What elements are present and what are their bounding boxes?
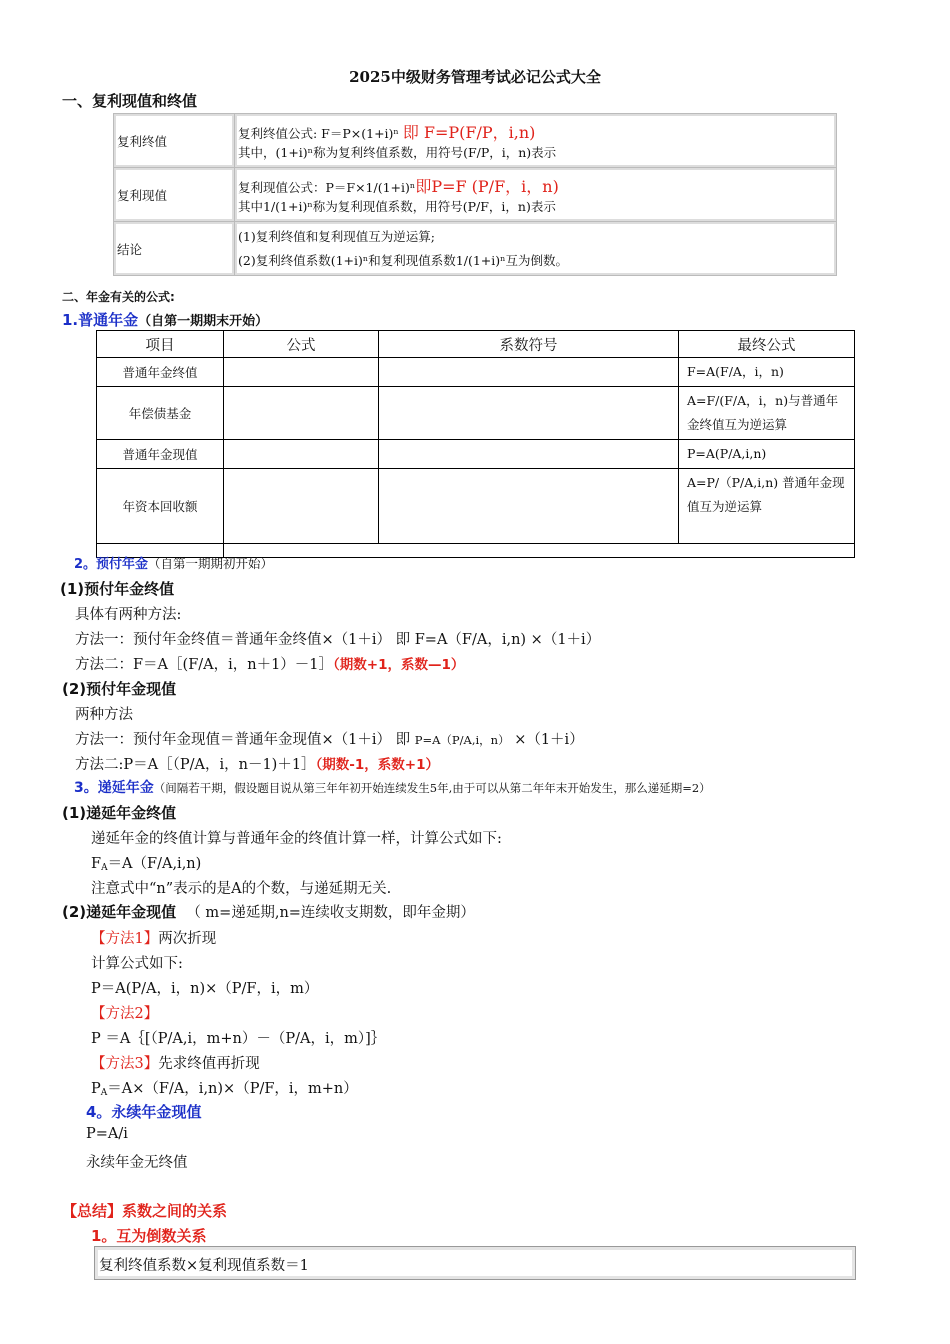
table-row xyxy=(114,114,837,168)
deferred-pv-heading-line xyxy=(62,901,475,922)
prepaid-title: 2。预付年金 xyxy=(74,557,149,572)
prepaid-pv-method1 xyxy=(75,728,584,749)
cell-item: 年资本回收额 xyxy=(97,469,224,544)
ordinary-annuity-title: 1.普通年金 xyxy=(62,311,139,329)
cell-item: 普通年金现值 xyxy=(97,440,224,469)
prepaid-pv-heading: (2)预付年金现值 xyxy=(62,680,177,698)
formula-part: ＝A×（F/A，i,n)×（P/F，i，m+n） xyxy=(107,1081,358,1097)
formula-text: 复利现值公式：P＝F×1/(1+i)ⁿ xyxy=(238,180,416,195)
method1-line xyxy=(91,927,216,948)
prepaid-fv-line: 具体有两种方法: xyxy=(75,607,182,623)
perpetual-formula: P=A/i xyxy=(86,1126,128,1142)
deferred-heading-line xyxy=(74,777,711,797)
section1-heading: 一、复利现值和终值 xyxy=(62,92,198,110)
row-content xyxy=(235,222,837,276)
prepaid-fv-method2 xyxy=(75,653,464,674)
prepaid-pv-method2 xyxy=(75,753,439,774)
method2-formula: 方法二:P＝A［（P/A，i，n－1)＋1］ xyxy=(75,757,316,773)
cell-coefficient xyxy=(379,387,679,440)
method1-tail: ×（1＋i） xyxy=(514,732,584,748)
table-row xyxy=(97,358,855,387)
cell-formula xyxy=(224,387,379,440)
deferred-fv-heading: (1)递延年金终值 xyxy=(62,804,177,822)
page-title: 2025中级财务管理考试必记公式大全 xyxy=(349,68,601,86)
table-row xyxy=(97,469,855,544)
cell-item: 普通年金终值 xyxy=(97,358,224,387)
method1-text: 两次折现 xyxy=(158,931,217,947)
method1-caption: 计算公式如下: xyxy=(91,956,183,972)
perpetual-note: 永续年金无终值 xyxy=(86,1155,188,1171)
cell-final: P=A(P/A,i,n) xyxy=(679,440,855,469)
method3-formula xyxy=(91,1077,358,1098)
method3-tag: 【方法3】 xyxy=(91,1056,159,1072)
prepaid-fv-heading: (1)预付年金终值 xyxy=(60,580,175,598)
formula-note: 其中，(1+i)ⁿ称为复利终值系数，用符号(F/P，i，n)表示 xyxy=(238,145,557,160)
cell-final: F=A(F/A，i，n) xyxy=(679,358,855,387)
conclusion-1: (1)复利终值和复利现值互为逆运算; xyxy=(238,228,435,244)
method2-formula: 方法二：F＝A［(F/A，i，n＋1）－1］ xyxy=(75,657,334,673)
conclusion-2: (2)复利终值系数(1+i)ⁿ和复利现值系数1/(1+i)ⁿ互为倒数。 xyxy=(238,252,569,268)
deferred-fv-formula xyxy=(91,852,201,873)
formula-part: F xyxy=(91,856,102,872)
summary-heading: 【总结】系数之间的关系 xyxy=(62,1202,228,1220)
ordinary-annuity-heading xyxy=(62,309,268,330)
method2-formula: P ＝A｛[（P/A,i，m+n）－（P/A，i，m）]｝ xyxy=(91,1031,386,1047)
cell-item: 年偿债基金 xyxy=(97,387,224,440)
table-row xyxy=(114,222,837,276)
perpetual-heading: 4。永续年金现值 xyxy=(86,1103,202,1121)
method1-formula: P=A（P/A,i，n） xyxy=(414,733,510,747)
cell-coefficient xyxy=(379,440,679,469)
method1-text: 方法一：预付年金现值＝普通年金现值×（1＋i） 即 xyxy=(75,732,411,748)
prepaid-pv-line: 两种方法 xyxy=(75,707,133,723)
formula-part: ＝A（F/A,i,n) xyxy=(107,856,202,872)
col-final: 最终公式 xyxy=(679,331,855,358)
formula-subscript: A xyxy=(101,863,108,873)
section2-heading: 二、年金有关的公式: xyxy=(62,290,175,304)
cell-final: A=P/（P/A,i,n) 普通年金现值互为逆运算 xyxy=(679,469,855,544)
table-row xyxy=(97,440,855,469)
cell-formula xyxy=(224,358,379,387)
cell-empty xyxy=(224,544,855,558)
formula-note: 其中1/(1+i)ⁿ称为复利现值系数，用符号(P/F，i，n)表示 xyxy=(238,199,556,214)
deferred-fv-note: 注意式中“n”表示的是A的个数，与递延期无关. xyxy=(91,881,392,897)
reciprocal-relation-text: 复利终值系数×复利现值系数＝1 xyxy=(99,1258,309,1274)
row-label: 复利终值 xyxy=(114,114,235,168)
cell-final: A=F/(F/A，i，n)与普通年金终值互为逆运算 xyxy=(679,387,855,440)
method2-note: （期数+1，系数—1） xyxy=(333,657,465,673)
method1-tag: 【方法1】 xyxy=(91,931,159,947)
annuity-table xyxy=(96,330,855,558)
deferred-fv-line: 递延年金的终值计算与普通年金的终值计算一样，计算公式如下: xyxy=(91,831,502,847)
formula-subscript: A xyxy=(100,1088,108,1098)
row-content xyxy=(235,168,837,222)
summary-subheading: 1。互为倒数关系 xyxy=(91,1227,207,1245)
deferred-pv-heading: (2)递延年金现值 xyxy=(62,903,177,921)
table-header-row xyxy=(97,331,855,358)
cell-formula xyxy=(224,469,379,544)
method2-note: （期数-1，系数+1） xyxy=(315,757,440,773)
col-item: 项目 xyxy=(97,331,224,358)
compound-interest-table xyxy=(113,113,837,276)
col-coefficient: 系数符号 xyxy=(379,331,679,358)
row-content xyxy=(235,114,837,168)
formula-part: P xyxy=(91,1081,101,1097)
method3-line xyxy=(91,1052,260,1073)
method3-text: 先求终值再折现 xyxy=(158,1056,260,1072)
row-label: 复利现值 xyxy=(114,168,235,222)
method1-formula: P＝A(P/A，i，n)×（P/F，i，m） xyxy=(91,981,319,997)
table-row xyxy=(97,387,855,440)
cell-formula xyxy=(224,440,379,469)
reciprocal-relation-box xyxy=(94,1246,856,1280)
deferred-pv-note: （ m=递延期,n=连续收支期数，即年金期） xyxy=(186,905,475,921)
prepaid-note: （自第一期期初开始） xyxy=(148,556,274,571)
cell-coefficient xyxy=(379,469,679,544)
prepaid-fv-line: 方法一：预付年金终值＝普通年金终值×（1＋i） 即 F=A（F/A，i,n) ×（1＋i） xyxy=(75,632,601,648)
method2-tag: 【方法2】 xyxy=(91,1006,159,1022)
col-formula: 公式 xyxy=(224,331,379,358)
row-label: 结论 xyxy=(114,222,235,276)
prepaid-heading-line xyxy=(74,553,273,572)
table-row xyxy=(114,168,837,222)
formula-red: 即 F=P(F/P，i,n) xyxy=(402,123,536,142)
deferred-title: 3。递延年金 xyxy=(74,780,154,796)
formula-red: 即P=F (P/F，i，n) xyxy=(415,177,559,196)
formula-text: 复利终值公式: F＝P×(1+i)ⁿ xyxy=(238,126,399,141)
deferred-note: （间隔若干期，假设题目说从第三年年初开始连续发生5年,由于可以从第二年年末开始发生，那么递延期=2） xyxy=(153,781,711,795)
cell-coefficient xyxy=(379,358,679,387)
ordinary-annuity-note: （自第一期期末开始） xyxy=(138,314,269,329)
